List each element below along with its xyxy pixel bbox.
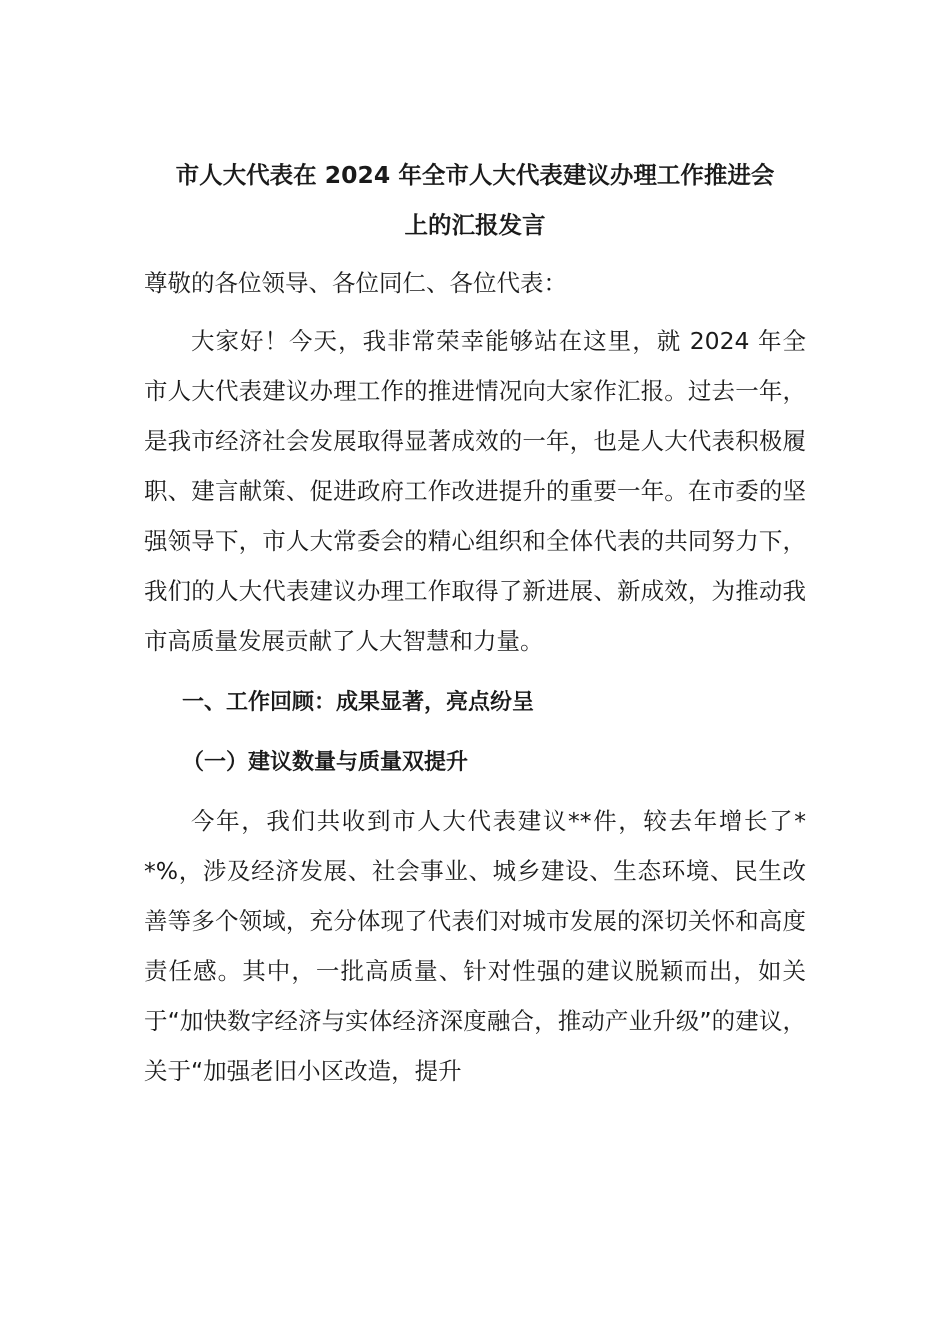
title-line-2: 上的汇报发言: [404, 211, 546, 239]
paragraph-opening: 大家好！今天，我非常荣幸能够站在这里，就 2024 年全市人大代表建议办理工作的推进情况向大家作汇报。过去一年，是我市经济社会发展取得显著成效的一年，也是人大代表积极履职、建言献策、促进政府工作改进提升的重要一年。在市委的坚强领导下，市人大常委会的精心组织和全体代表的共同努力下，我们的人大代表建议办理工作取得了新进展、新成效，为推动我市高质量发展贡献了人大智慧和力量。: [144, 327, 806, 655]
paragraph-proposals: 今年，我们共收到市人大代表建议**件，较去年增长了**%，涉及经济发展、社会事业、城乡建设、生态环境、民生改善等多个领域，充分体现了代表们对城市发展的深切关怀和高度责任感。其中，一批高质量、针对性强的建议脱颖而出，如关于“加快数字经济与实体经济深度融合，推动产业升级”的建议，关于“加强老旧小区改造，提升: [144, 807, 806, 1085]
section-heading-1: 一、工作回顾：成果显著，亮点纷呈: [182, 690, 535, 715]
title-line-1: 市人大代表在 2024 年全市人大代表建议办理工作推进会: [175, 161, 775, 189]
document-title: [144, 150, 806, 250]
subsection-heading-1-1: （一）建议数量与质量双提升: [182, 750, 469, 775]
salutation: 尊敬的各位领导、各位同仁、各位代表：: [144, 269, 567, 297]
document-body: [144, 150, 806, 1096]
